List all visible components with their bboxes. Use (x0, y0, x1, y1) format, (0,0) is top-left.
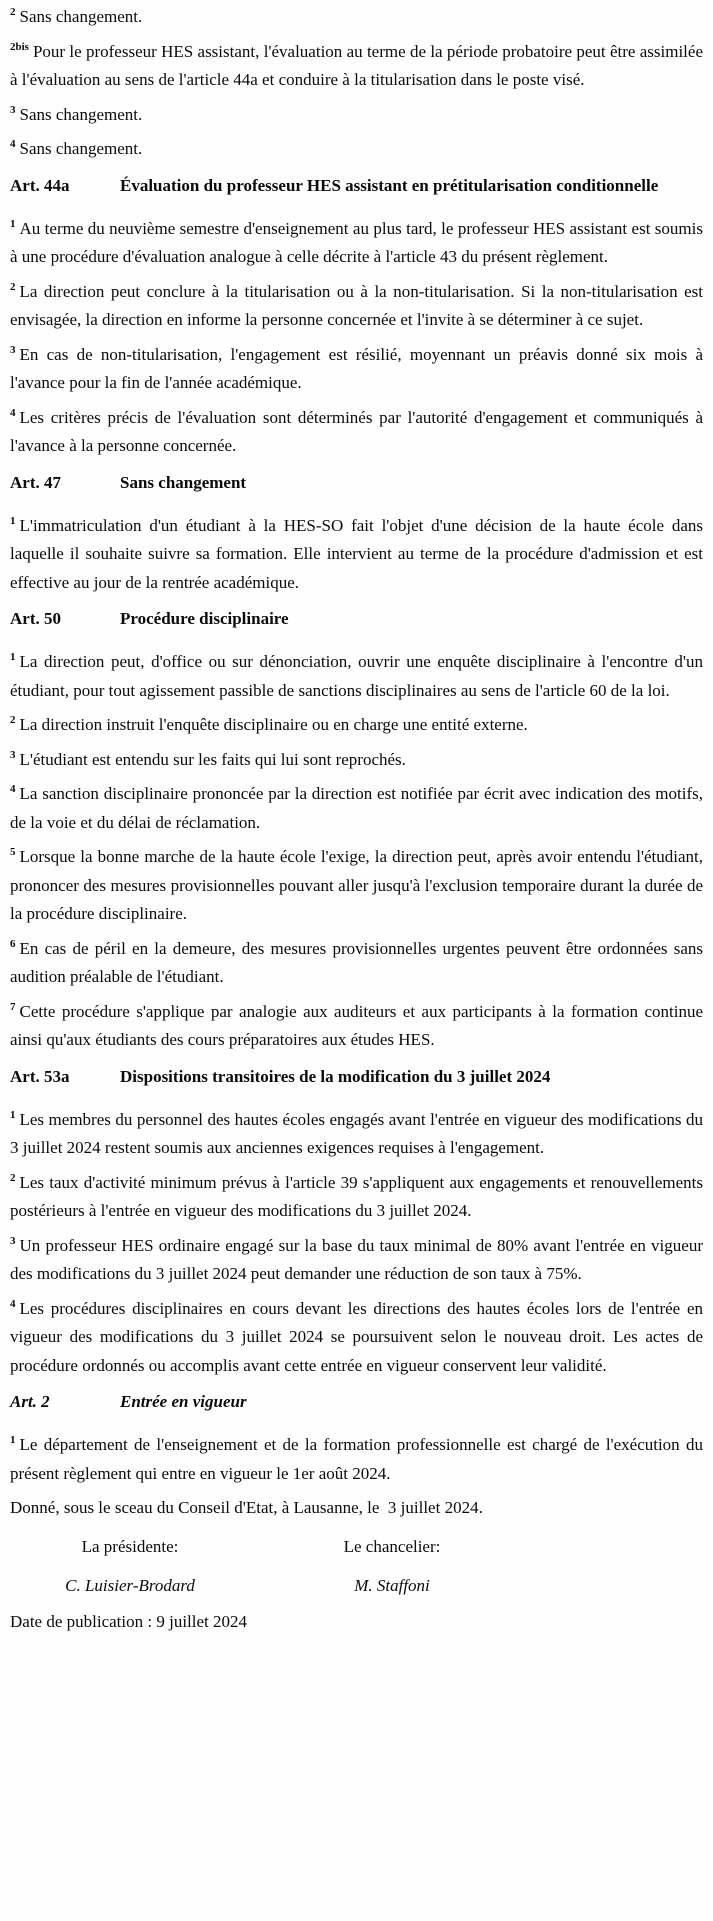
article-title: Dispositions transitoires de la modification du 3 juillet 2024 (120, 1066, 551, 1086)
article-heading-50 (10, 605, 703, 632)
paragraph-text: Les taux d'activité minimum prévus à l'article 39 s'appliquent aux engagements et renouvellements postérieurs à l'entrée en vigueur des modifications du 3 juillet 2024. (10, 1172, 703, 1220)
paragraph-text: Lorsque la bonne marche de la haute école l'exige, la direction peut, après avoir entendu l'étudiant, prononcer des mesures provisionnelles pouvant aller jusqu'à l'exclusion temporaire durant la durée de la procédure disciplinaire. (10, 847, 703, 923)
article-label: Art. 47 (10, 472, 61, 492)
superscript-marker: 6 (10, 937, 16, 950)
superscript-marker: 3 (10, 343, 16, 356)
superscript-marker: 2bis (10, 40, 29, 53)
superscript-marker: 2 (10, 714, 16, 727)
paragraph (10, 843, 703, 929)
paragraph (10, 1295, 703, 1381)
paragraph-text: Au terme du neuvième semestre d'enseignement au plus tard, le professeur HES assistant est soumis à une procédure d'évaluation analogue à celle décrite à l'article 43 du présent règlement. (10, 218, 703, 266)
paragraph (10, 711, 703, 740)
paragraph-text: Sans changement. (19, 7, 143, 26)
paragraph (10, 3, 703, 32)
superscript-marker: 1 (10, 217, 16, 230)
paragraph (10, 1106, 703, 1163)
article-label: Art. 44a (10, 175, 70, 195)
article-heading-47 (10, 469, 703, 496)
paragraph-text: En cas de non-titularisation, l'engagement est résilié, moyennant un préavis donné six mois à l'avance pour la fin de l'année académique. (10, 344, 703, 392)
publication-date: Date de publication : 9 juillet 2024 (10, 1611, 248, 1631)
paragraph (10, 1169, 703, 1226)
paragraph-text: L'étudiant est entendu sur les faits qui lui sont reprochés. (19, 749, 406, 769)
signature-name-left: C. Luisier-Brodard (65, 1576, 195, 1595)
paragraph-text: La direction instruit l'enquête disciplinaire ou en charge une entité externe. (19, 715, 528, 734)
superscript-marker: 1 (10, 1108, 16, 1121)
paragraph (10, 1232, 703, 1289)
paragraph (10, 215, 703, 272)
article-label: Art. 53a (10, 1066, 70, 1086)
signature-roles-row (10, 1533, 703, 1562)
paragraph-text: Sans changement. (19, 139, 143, 158)
article-title: Procédure disciplinaire (120, 609, 289, 628)
superscript-marker: 2 (10, 1171, 16, 1184)
paragraph-text: Pour le professeur HES assistant, l'évaluation au terme de la période probatoire peut être assimilée à l'évaluation au sens de l'article 44a et conduire à la titularisation dans le poste visé. (10, 41, 703, 89)
paragraph-text: La direction peut conclure à la titularisation ou à la non-titularisation. Si la non-titularisation est envisagée, la direction en informe la personne concernée et l'invite à se déterminer à ce sujet. (10, 281, 703, 329)
paragraph (10, 998, 703, 1055)
signature-name-right: M. Staffoni (354, 1576, 430, 1595)
paragraph-text: Sans changement. (19, 104, 143, 124)
article-heading-2 (10, 1388, 703, 1415)
paragraph-text: Les procédures disciplinaires en cours devant les directions des hautes écoles lors de l'entrée en vigueur des modifications du 3 juillet 2024 se poursuivent selon le nouveau droit. Les actes de procédure ordonnés ou accomplis avant cette entrée en vigueur conservent leur validité. (10, 1298, 703, 1375)
superscript-marker: 7 (10, 1000, 16, 1013)
paragraph-text: La sanction disciplinaire prononcée par la direction est notifiée par écrit avec indication des motifs, de la voie et du délai de réclamation. (10, 784, 703, 832)
superscript-marker: 4 (10, 783, 16, 796)
paragraph-text: La direction peut, d'office ou sur dénonciation, ouvrir une enquête disciplinaire à l'encontre d'un étudiant, pour tout agissement passible de sanctions disciplinaires au sens de l'article 60 de la loi. (10, 652, 703, 700)
paragraph (10, 780, 703, 837)
article-label: Art. 50 (10, 609, 61, 628)
superscript-marker: 3 (10, 1234, 16, 1247)
superscript-marker: 1 (10, 651, 16, 664)
paragraph-text: Cette procédure s'applique par analogie aux auditeurs et aux participants à la formation continue ainsi qu'aux étudiants des cours préparatoires aux études HES. (10, 1001, 703, 1049)
paragraph-text: L'immatriculation d'un étudiant à la HES-SO fait l'objet d'une décision de la haute école dans laquelle il souhaite suivre sa formation. Elle intervient au terme de la procédure d'admission et est effective au jour de la rentrée académique. (10, 515, 703, 592)
superscript-marker: 5 (10, 846, 16, 859)
paragraph (10, 101, 703, 130)
signature-role-right: Le chancelier: (343, 1536, 441, 1556)
paragraph (10, 404, 703, 461)
superscript-marker: 4 (10, 1297, 16, 1310)
signature-role-left: La présidente: (81, 1536, 179, 1556)
paragraph-text: Les membres du personnel des hautes écoles engagés avant l'entrée en vigueur des modifications du 3 juillet 2024 restent soumis aux anciennes exigences requises à l'engagement. (10, 1109, 703, 1157)
paragraph (10, 341, 703, 398)
superscript-marker: 3 (10, 103, 16, 116)
signature-names-row (10, 1572, 703, 1601)
paragraph-text: Les critères précis de l'évaluation sont déterminés par l'autorité d'engagement et communiqués à l'avance à la personne concernée. (10, 407, 703, 455)
paragraph (10, 38, 703, 95)
superscript-marker: 1 (10, 514, 16, 527)
superscript-marker: 4 (10, 406, 16, 419)
article-label: Art. 2 (10, 1392, 50, 1411)
article-title: Sans changement (120, 472, 247, 492)
paragraph (10, 1431, 703, 1488)
paragraph (10, 648, 703, 705)
paragraph (10, 935, 703, 992)
paragraph-text: En cas de péril en la demeure, des mesures provisionnelles urgentes peuvent être ordonnées sans audition préalable de l'étudiant. (10, 938, 703, 986)
paragraph (10, 278, 703, 335)
article-heading-44a (10, 172, 703, 199)
paragraph (10, 746, 703, 775)
paragraph-text: Le département de l'enseignement et de la formation professionnelle est chargé de l'exécution du présent règlement qui entre en vigueur le 1er août 2024. (10, 1435, 703, 1483)
superscript-marker: 2 (10, 280, 16, 293)
paragraph (10, 512, 703, 598)
article-title: Entrée en vigueur (120, 1392, 247, 1411)
superscript-marker: 3 (10, 748, 16, 761)
superscript-marker: 4 (10, 138, 16, 151)
superscript-marker: 1 (10, 1434, 16, 1447)
superscript-marker: 2 (10, 6, 16, 19)
closing-line: Donné, sous le sceau du Conseil d'Etat, à Lausanne, le 3 juillet 2024. (10, 1498, 483, 1517)
paragraph (10, 135, 703, 164)
article-title: Évaluation du professeur HES assistant en prétitularisation conditionnelle (120, 175, 659, 195)
paragraph-text: Un professeur HES ordinaire engagé sur la base du taux minimal de 80% avant l'entrée en vigueur des modifications du 3 juillet 2024 peut demander une réduction de son taux à 75%. (10, 1235, 703, 1283)
article-heading-53a (10, 1063, 703, 1090)
